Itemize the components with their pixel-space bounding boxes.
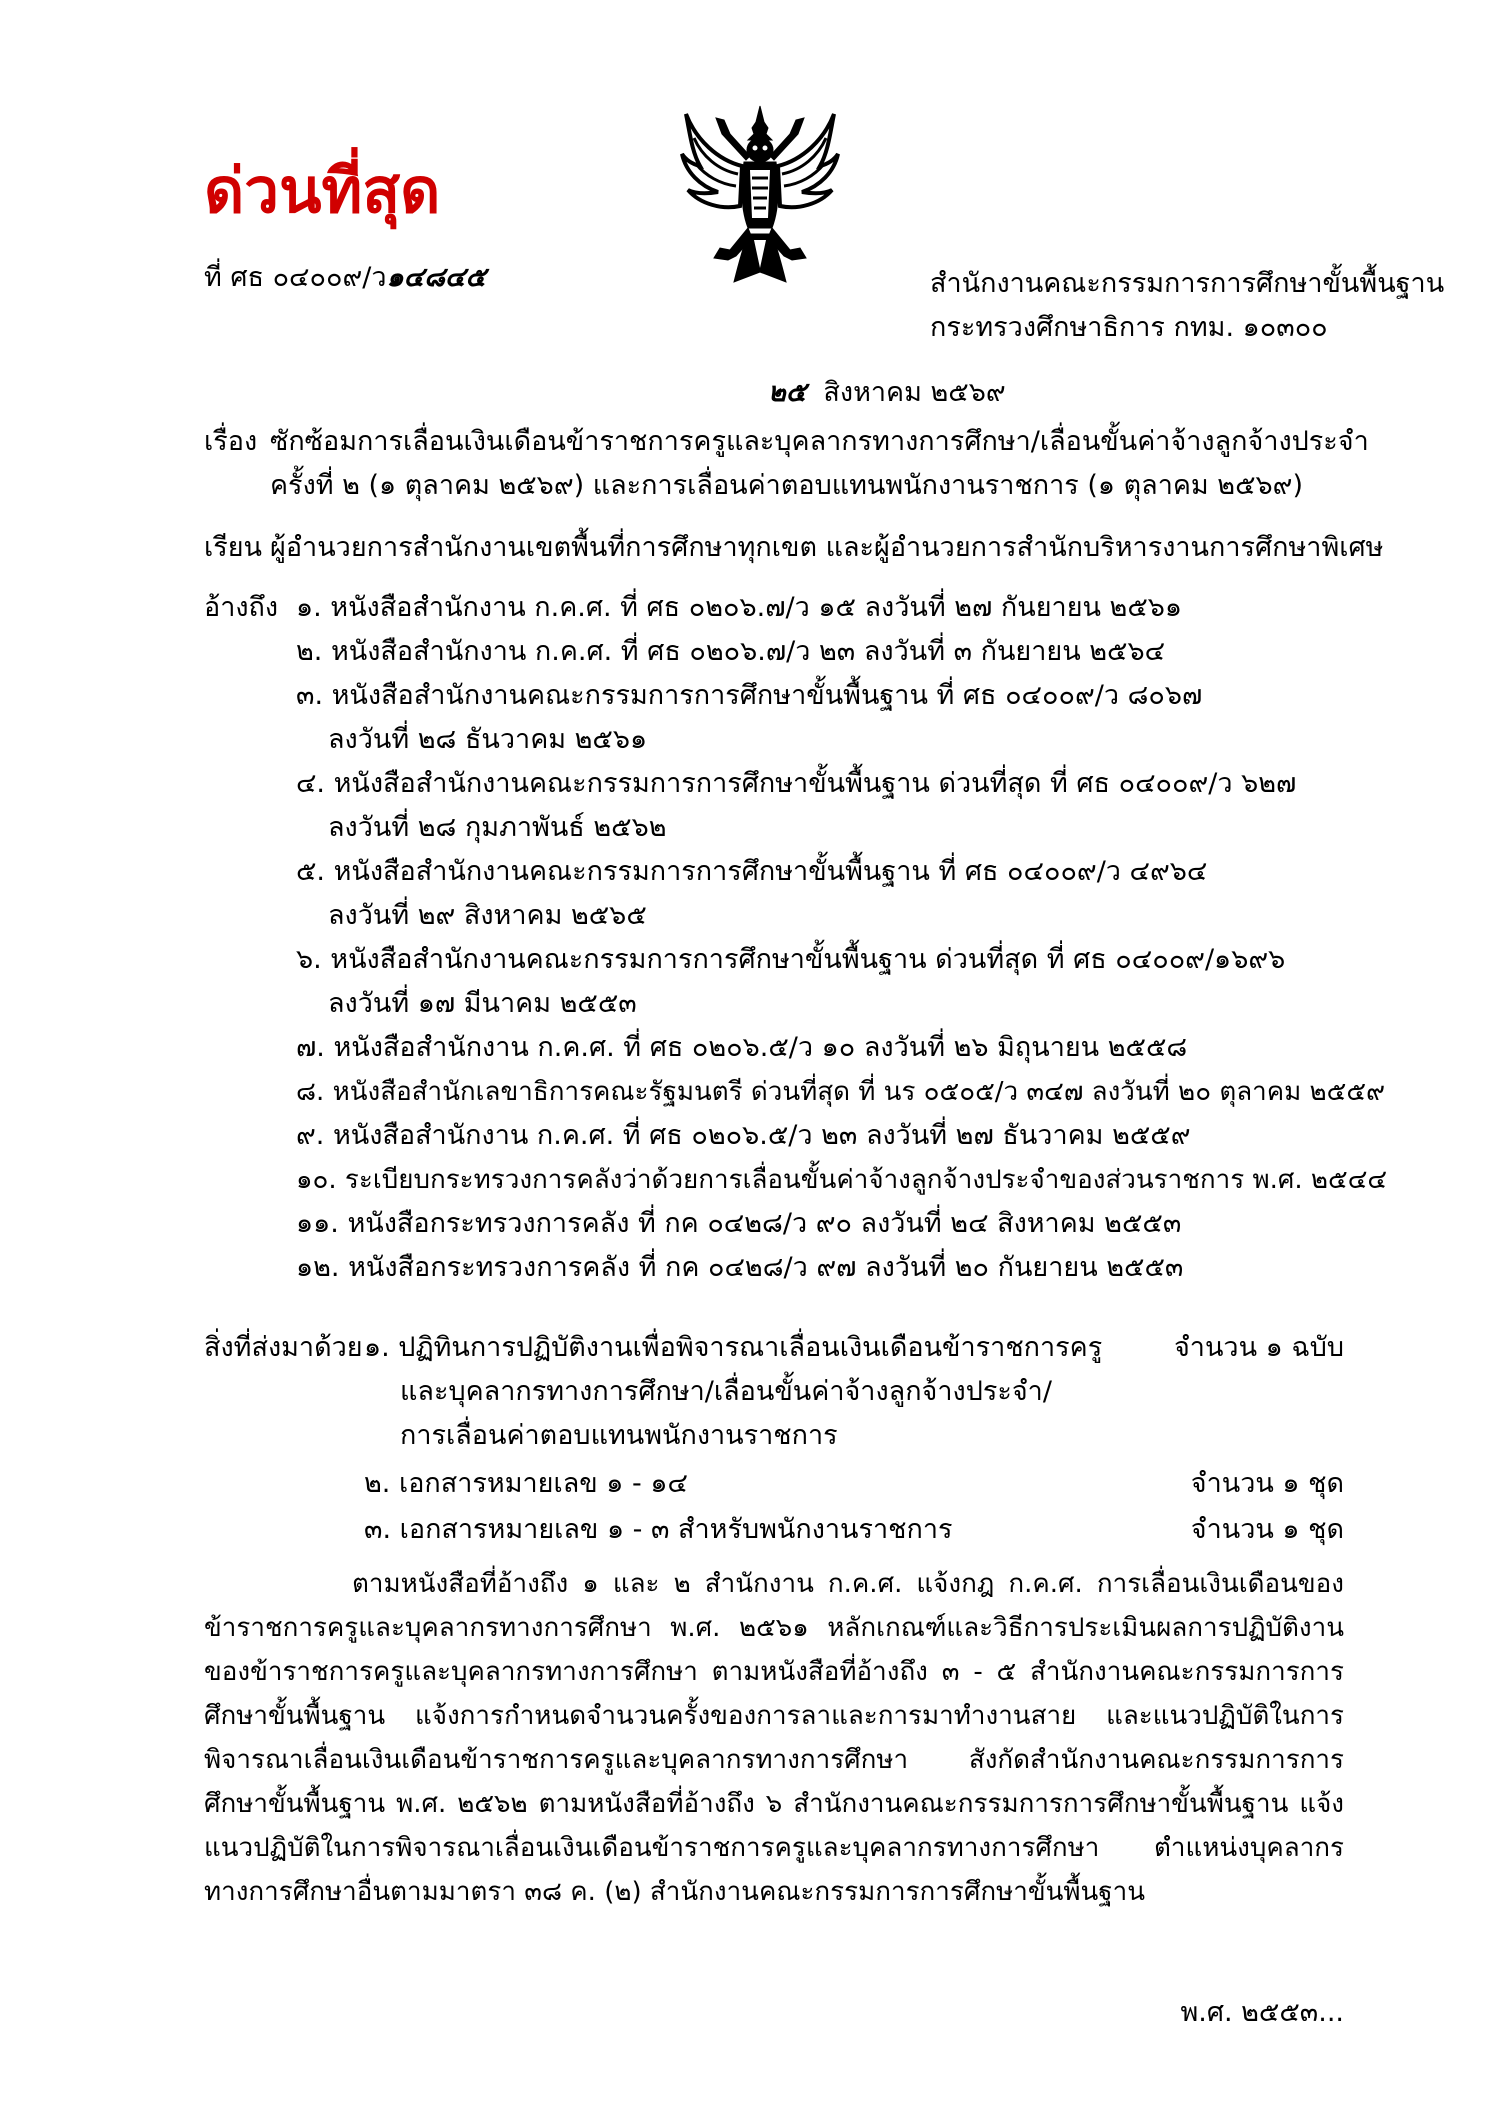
- document-number-prefix: ที่ ศธ ๐๔๐๐๙/ว: [204, 262, 387, 293]
- body-paragraph: [204, 1562, 1344, 1914]
- reference-item: ๙. หนังสือสำนักงาน ก.ค.ศ. ที่ ศธ ๐๒๐๖.๕/ว ๒๓ ลงวันที่ ๒๗ ธันวาคม ๒๕๕๙: [296, 1120, 1191, 1151]
- issuing-agency: [930, 262, 1444, 350]
- reference-item: ๑. หนังสือสำนักงาน ก.ค.ศ. ที่ ศธ ๐๒๐๖.๗/ว ๑๕ ลงวันที่ ๒๗ กันยายน ๒๕๖๑: [296, 592, 1183, 623]
- continuation-marker: พ.ศ. ๒๕๕๓...: [1180, 1997, 1344, 2028]
- reference-item: ๓. หนังสือสำนักงานคณะกรรมการการศึกษาขั้นพื้นฐาน ที่ ศธ ๐๔๐๐๙/ว ๘๐๖๗: [296, 680, 1203, 711]
- subject-label: เรื่อง: [204, 426, 258, 457]
- recipient-label: เรียน: [204, 532, 263, 563]
- agency-line-2: กระทรวงศึกษาธิการ กทม. ๑๐๓๐๐: [930, 312, 1328, 343]
- garuda-emblem-icon: [678, 100, 842, 296]
- enclosures-label: สิ่งที่ส่งมาด้วย: [204, 1332, 363, 1363]
- reference-item-continuation: ลงวันที่ ๒๙ สิงหาคม ๒๕๖๕: [328, 900, 647, 931]
- agency-line-1: สำนักงานคณะกรรมการการศึกษาขั้นพื้นฐาน: [930, 268, 1445, 299]
- enclosure-item: ๒. เอกสารหมายเลข ๑ - ๑๔: [364, 1468, 688, 1499]
- date-month-year: สิงหาคม ๒๕๖๙: [823, 377, 1006, 408]
- enclosure-item-continuation: และบุคลากรทางการศึกษา/เลื่อนขั้นค่าจ้างลูกจ้างประจำ/: [400, 1376, 1052, 1407]
- reference-item: ๕. หนังสือสำนักงานคณะกรรมการการศึกษาขั้นพื้นฐาน ที่ ศธ ๐๔๐๐๙/ว ๔๙๖๔: [296, 856, 1208, 887]
- date-day-handwritten: ๒๕: [768, 377, 807, 408]
- recipient-text: ผู้อำนวยการสำนักงานเขตพื้นที่การศึกษาทุกเขต และผู้อำนวยการสำนักบริหารงานการศึกษาพิเศษ: [270, 532, 1384, 563]
- reference-item: ๑๑. หนังสือกระทรวงการคลัง ที่ กค ๐๔๒๘/ว ๙๐ ลงวันที่ ๒๔ สิงหาคม ๒๕๕๓: [296, 1208, 1182, 1239]
- reference-item: ๔. หนังสือสำนักงานคณะกรรมการการศึกษาขั้นพื้นฐาน ด่วนที่สุด ที่ ศธ ๐๔๐๐๙/ว ๖๒๗: [296, 768, 1297, 799]
- enclosure-item: ๑. ปฏิทินการปฏิบัติงานเพื่อพิจารณาเลื่อนเงินเดือนข้าราชการครู: [364, 1332, 1103, 1363]
- reference-item-continuation: ลงวันที่ ๒๘ กุมภาพันธ์ ๒๕๖๒: [328, 812, 667, 843]
- enclosure-quantity: จำนวน ๑ ชุด: [1190, 1514, 1344, 1545]
- reference-item: ๘. หนังสือสำนักเลขาธิการคณะรัฐมนตรี ด่วนที่สุด ที่ นร ๐๕๐๕/ว ๓๔๗ ลงวันที่ ๒๐ ตุลาคม ๒๕๕๙: [296, 1077, 1386, 1107]
- document-number-handwritten: ๑๔๘๔๕: [386, 262, 486, 293]
- references-label: อ้างถึง: [204, 592, 279, 623]
- reference-item-continuation: ลงวันที่ ๑๗ มีนาคม ๒๕๕๓: [328, 988, 637, 1019]
- enclosure-item: ๓. เอกสารหมายเลข ๑ - ๓ สำหรับพนักงานราชการ: [364, 1514, 953, 1545]
- reference-item: ๖. หนังสือสำนักงานคณะกรรมการการศึกษาขั้นพื้นฐาน ด่วนที่สุด ที่ ศธ ๐๔๐๐๙/๑๖๙๖: [296, 944, 1286, 975]
- reference-item: ๗. หนังสือสำนักงาน ก.ค.ศ. ที่ ศธ ๐๒๐๖.๕/ว ๑๐ ลงวันที่ ๒๖ มิถุนายน ๒๕๕๘: [296, 1032, 1188, 1063]
- enclosure-quantity: จำนวน ๑ ฉบับ: [1173, 1332, 1344, 1363]
- enclosure-quantity: จำนวน ๑ ชุด: [1190, 1468, 1344, 1499]
- document-number: [204, 262, 486, 294]
- reference-item: ๑๐. ระเบียบกระทรวงการคลังว่าด้วยการเลื่อนขั้นค่าจ้างลูกจ้างประจำของส่วนราชการ พ.ศ. ๒๕๔๔: [296, 1165, 1388, 1195]
- reference-item-continuation: ลงวันที่ ๒๘ ธันวาคม ๒๕๖๑: [328, 724, 648, 755]
- reference-item: ๒. หนังสือสำนักงาน ก.ค.ศ. ที่ ศธ ๐๒๐๖.๗/ว ๒๓ ลงวันที่ ๓ กันยายน ๒๕๖๔: [296, 636, 1166, 667]
- urgency-stamp: ด่วนที่สุด: [204, 154, 441, 227]
- document-date: [768, 370, 1006, 413]
- enclosures-block: [204, 1326, 1344, 1546]
- subject-line-2: ครั้งที่ ๒ (๑ ตุลาคม ๒๕๖๙) และการเลื่อนค่าตอบแทนพนักงานราชการ (๑ ตุลาคม ๒๕๖๙): [270, 470, 1303, 501]
- enclosure-item-continuation: การเลื่อนค่าตอบแทนพนักงานราชการ: [400, 1420, 838, 1451]
- subject-line-1: ซักซ้อมการเลื่อนเงินเดือนข้าราชการครูและบุคลากรทางการศึกษา/เลื่อนขั้นค่าจ้างลูกจ้างประจำ: [270, 426, 1369, 457]
- reference-item: ๑๒. หนังสือกระทรวงการคลัง ที่ กค ๐๔๒๘/ว ๙๗ ลงวันที่ ๒๐ กันยายน ๒๕๕๓: [296, 1252, 1184, 1283]
- body-paragraph-text: ตามหนังสือที่อ้างถึง ๑ และ ๒ สำนักงาน ก.ค.ศ. แจ้งกฎ ก.ค.ศ. การเลื่อนเงินเดือนของข้าราชการครูและบุคลากรทางการศึกษา พ.ศ. ๒๕๖๑ หลักเกณฑ์และวิธีการประเมินผลการปฏิบัติงานของข้าราชการครูและบุคลากรทางการศึกษา ตามหนังสือที่อ้างถึง ๓ - ๕ สำนักงานคณะกรรมการการศึกษาขั้นพื้นฐาน แจ้งการกำหนดจำนวนครั้งของการลาและการมาทำงานสาย และแนวปฏิบัติในการพิจารณาเลื่อนเงินเดือนข้าราชการครูและบุคลากรทางการศึกษา สังกัดสำนักงานคณะกรรมการการศึกษาขั้นพื้นฐาน พ.ศ. ๒๕๖๒ ตามหนังสือที่อ้างถึง ๖ สำนักงานคณะกรรมการการศึกษาขั้นพื้นฐาน แจ้งแนวปฏิบัติในการพิจารณาเลื่อนเงินเดือนข้าราชการครูและบุคลากรทางการศึกษา ตำแหน่งบุคลากรทางการศึกษาอื่นตามมาตรา ๓๘ ค. (๒) สำนักงานคณะกรรมการการศึกษาขั้นพื้นฐาน: [204, 1569, 1344, 1907]
